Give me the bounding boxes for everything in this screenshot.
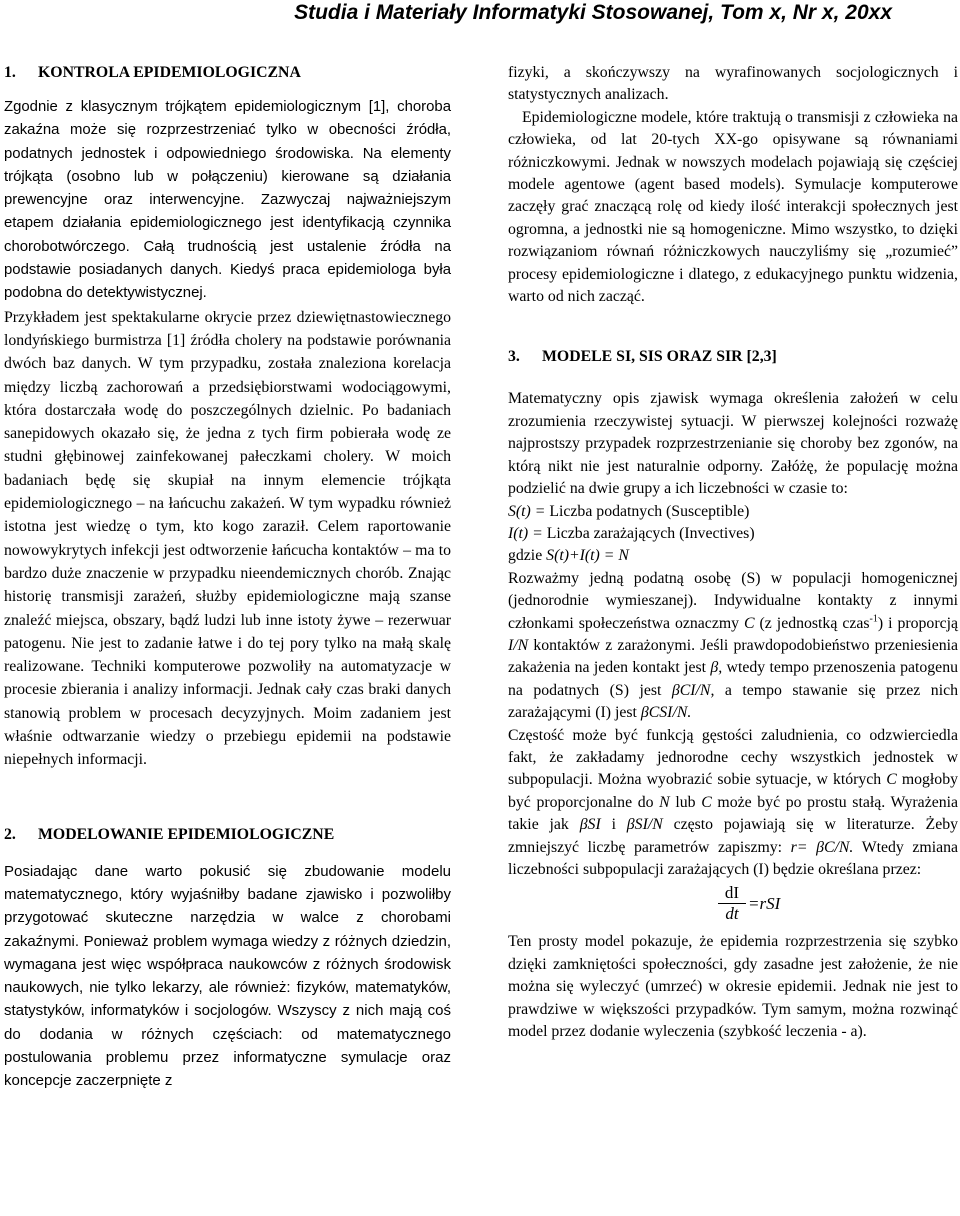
- equation-numerator: dI: [724, 883, 740, 903]
- paragraph-example: Przykładem jest spektakularne okrycie przez dziewiętnastowiecznego londyńskiego burmistrza [1] źródła cholery na podstawie porównania dwóch baz danych. W tym przypadku, została znaleziona korelacja między liczbą zachorowań a przedsiębiorstwami wodociągowymi, która dostarczała wodę do poszczególnych dzielnic. Po badaniach sanepidowych okazało się, że jedna z tych firm pobierała wodę ze studni głębinowej zainfekowanej pałeczkami cholery. W moich badaniach będę się skupiał na innym elemencie trójkąta epidemiologicznego – na łańcuchu zakażeń. W tym wypadku również istotna jest wiedzę o tym, kto kogo zaraził. Celem raportowanie nowowykrytych infekcji jest odtworzenie łańcucha kontaktów – ma to bardzo duże znaczenie w przypadku nieendemicznych chorób. Znając historię transmisji zarażeń, służby epidemiologiczne mają szanse znaleźć miejsca, obszary, bądź ludzi lub inne istoty żywe – rezerwuar patogenu. Nie jest to zadanie łatwe i do tej pory tylko na małą skalę realizowane. Techniki komputerowe pozwoliły na automatyzacje w procesie zbierania i analizy informacji. Jednak cały czas braki danych stanowią problem w procesach decyzyjnych. Moim zadaniem jest właśnie odtwarzanie wiedzy o przebiegu epidemii na podstawie niepełnych informacji.: [4, 308, 451, 769]
- symbol-i-over-n: I/N: [508, 636, 529, 654]
- definition-i: [508, 523, 958, 545]
- text-run: wtedy tempo przenoszenia patogenu na podatnych (S) jest: [508, 659, 958, 699]
- left-column: [4, 62, 451, 1093]
- symbol-c: C: [744, 614, 755, 632]
- text-run: mogłoby być proporcjonalne do: [508, 771, 958, 811]
- equation-denominator: dt: [725, 904, 739, 924]
- text-run: ) i proporcją: [877, 614, 958, 632]
- paragraph-assumptions: Matematyczny opis zjawisk wymaga określenia założeń w celu zrozumienia rzeczywistej sytuacji. W pierwszej kolejności rozważę najprostszy przypadek rozprzestrzenianie się choroby bez zgonów, na którą nikt nie jest naturalnie odporny. Załóżę, że populację można podzielić na dwie grupy a ich liczebności w czasie to:: [508, 390, 958, 498]
- superscript: -1: [869, 613, 878, 625]
- symbol-beta: β,: [710, 659, 723, 677]
- text-run: Wtedy zmiana liczebności subpopulacji zarażających (I) będzie określana przez:: [508, 838, 959, 878]
- definition-prefix: gdzie: [508, 547, 543, 565]
- symbol-n: N: [659, 793, 670, 811]
- text-run: (z jednostką czas: [759, 614, 870, 632]
- equation-di-dt: [508, 881, 958, 931]
- text-run: a tempo stawanie się przez nich zarażającymi (I) jest: [508, 681, 958, 722]
- journal-header: Studia i Materiały Informatyki Stosowanej, Tom x, Nr x, 20xx: [294, 1, 892, 24]
- section-number: 2.: [4, 825, 16, 843]
- paragraph-continued: fizyki, a skończywszy na wyrafinowanych socjologicznych i statystycznych analizach.: [508, 64, 958, 104]
- text-run: może być po prostu stałą. Wyrażenia takie jak: [508, 793, 959, 834]
- paragraph-models: Epidemiologiczne modele, które traktują o transmisji z człowieka na człowieka, od lat 20-tych XX-go opisywane są równaniami różniczkowymi. Jednak w nowszych modelach pojawiają się częściej modele agentowe (agent based models). Symulacje komputerowe zaczęły grać znaczącą rolę od kiedy ilość interakcji społecznych jest ogromna, a jednostki nie są homogeniczne. Mimo wszystko, to dzięki rozwiązaniom równań różniczkowych nauczyliśmy się „rozumieć” procesy epidemiologiczne i dlatego, z edukacyjnego punktu widzenia, warto od nich zacząć.: [508, 108, 958, 306]
- text-run: Rozważmy jedną podatną osobę (S) w populacji homogenicznej (jednorodnie wymieszanej). Indywidualne kontakty z innymi członkami społeczeństwa oznaczmy: [508, 569, 958, 632]
- symbol-r: r= βC/N.: [790, 838, 854, 856]
- text-run: i: [611, 816, 616, 834]
- symbol-c: C: [701, 793, 712, 811]
- symbol-rate: βCI/N,: [671, 681, 715, 699]
- section-title: MODELE SI, SIS ORAZ SIR [2,3]: [542, 348, 777, 366]
- section-number: 1.: [4, 64, 16, 81]
- text-run: kontaktów z zarażonymi. Jeśli prawdopodobieństwo przeniesienia zakażenia na jeden kontakt jest: [508, 636, 959, 677]
- definition-s: [508, 501, 958, 523]
- paragraph-simple-model: Ten prosty model pokazuje, że epidemia rozprzestrzenia się szybko dzięki zamkniętości społeczności, gdy zasadne jest założenie, że nie można się wyleczyć (umrzeć) w okresie epidemii. Jednak nie jest to prawdziwe w większości przypadków. Tym samym, można rozwinąć model przez dodanie wyleczenia (szybkość leczenia - a).: [508, 933, 958, 1041]
- text-run: często pojawiają się w literaturze. Żeby zmniejszyć liczbę parametrów zapiszmy:: [508, 816, 959, 856]
- section-number: 3.: [508, 348, 520, 366]
- definition-symbol: I(t) =: [508, 524, 543, 542]
- paragraph-modeling: Posiadając dane warto pokusić się zbudowanie modelu matematycznego, który wyjaśniłby badane zjawisko i pozwoliłby przygotować skuteczne narzędzia w walce z chorobami zakaźnymi. Ponieważ problem wymaga wiedzy z różnych dziedzin, wymagana jest więc współpraca naukowców z różnych środowisk naukowych, nie tylko lekarzy, ale również: fizyków, matematyków, statystyków, informatyków i socjologów. Wszyscy z nich mają coś do dodania w różnych częściach: od matematycznego postulowania problemu przez informatyczne symulacje oraz koncepcje zaczerpnięte z: [4, 862, 451, 1090]
- section-title: MODELOWANIE EPIDEMIOLOGICZNE: [38, 825, 335, 843]
- section-heading-1: [4, 62, 451, 84]
- symbol-rate: βCSI/N.: [640, 704, 692, 722]
- paragraph-frequency: [508, 725, 958, 882]
- text-run: lub: [675, 793, 696, 811]
- text-run: Częstość może być funkcją gęstości zaludnienia, co odzwierciedla fakt, że zakładamy jednorodne cechy wszystkich jednostek w subpopulacji. Można wyobrazić sobie sytuacje, w których: [508, 726, 958, 789]
- section-heading-2: [4, 824, 451, 846]
- definition-n: [508, 545, 958, 567]
- definition-text: Liczba zarażających (Invectives): [546, 524, 755, 542]
- equation-rhs: =rSI: [748, 894, 781, 914]
- right-column: [508, 62, 958, 1043]
- definition-text: Liczba podatnych (Susceptible): [549, 502, 750, 520]
- equation-fraction: [718, 883, 746, 924]
- section-heading-3: [508, 346, 958, 368]
- symbol-c: C: [886, 771, 897, 789]
- paragraph-contacts: [508, 568, 958, 725]
- symbol-expression: βSI: [579, 816, 601, 834]
- paragraph-intro: Zgodnie z klasycznym trójkątem epidemiologicznym [1], choroba zakaźna może się rozprzestrzeniać tylko w obecności źródła, podatnych jednostek i odpowiedniego środowiska. Na elementy trójkąta (osobno lub w połączeniu) kierowane są działania prewencyjne oraz interwencyjne. Zazwyczaj najważniejszym etapem działania epidemiologicznego jest identyfikacją czynnika chorobotwórczego. Całą trudnością jest ustalenie źródła na podstawie posiadanych danych. Kiedyś praca epidemiologa była podobna do detektywistycznej.: [4, 99, 451, 302]
- definition-symbol: S(t) =: [508, 502, 546, 520]
- symbol-expression: βSI/N: [626, 816, 663, 834]
- section-title: KONTROLA EPIDEMIOLOGICZNA: [38, 64, 301, 81]
- definition-symbol: S(t)+I(t) = N: [546, 547, 629, 565]
